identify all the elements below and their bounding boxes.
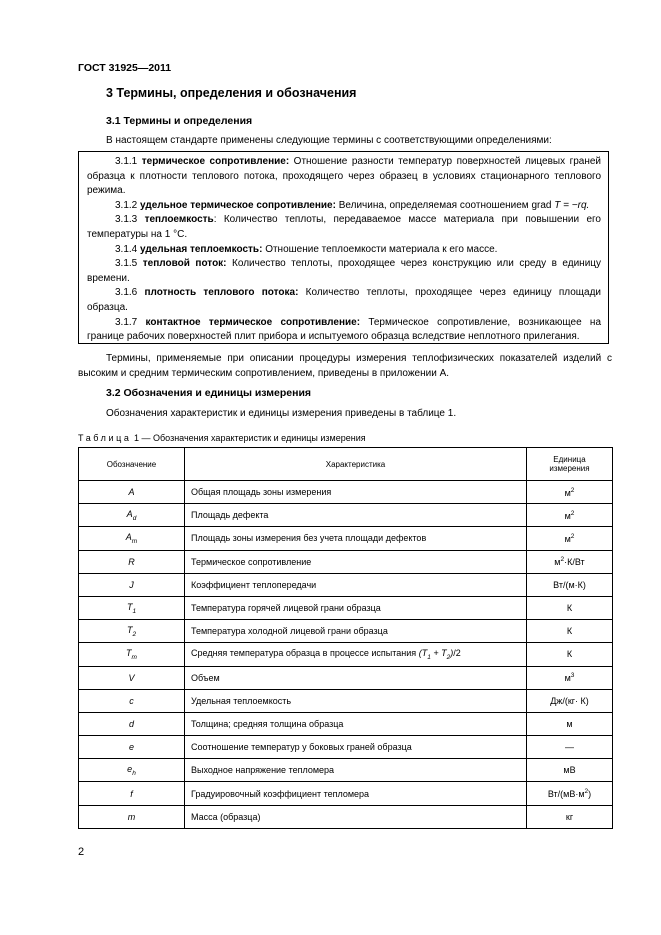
symbol-letter: c <box>129 695 134 706</box>
table-row <box>79 666 613 689</box>
symbol-subscript: 1 <box>132 607 137 615</box>
characteristic-text: Термическое сопротивление <box>191 556 312 567</box>
definition-number: 3.1.1 <box>115 156 138 167</box>
cell-unit <box>527 573 613 596</box>
header-symbol: Обозначение <box>79 448 185 481</box>
cell-symbol <box>79 643 185 666</box>
definition-term: удельное термическое сопротивление: <box>140 199 336 211</box>
definition-term: теплоемкость <box>144 214 214 226</box>
cell-unit <box>527 759 613 782</box>
cell-symbol <box>79 527 185 550</box>
cell-unit <box>527 620 613 643</box>
characteristic-text: Температура холодной лицевой грани образца <box>191 626 388 637</box>
cell-characteristic <box>185 712 527 735</box>
characteristic-text: Выходное напряжение тепломера <box>191 765 335 776</box>
unit-text: м <box>564 673 571 684</box>
symbol-letter: T <box>126 624 133 635</box>
unit-superscript: 3 <box>570 672 575 680</box>
table-row <box>79 759 613 782</box>
characteristic-text: Общая площадь зоны измерения <box>191 487 332 498</box>
symbol-letter: A <box>125 532 132 543</box>
symbol-subscript: h <box>132 769 136 777</box>
table-row <box>79 736 613 759</box>
symbol-letter: R <box>128 556 135 567</box>
characteristic-text: Объем <box>191 672 220 683</box>
cell-unit <box>527 805 613 828</box>
page-number: 2 <box>78 846 85 858</box>
definition-text: Отношение теплоемкости материала к его массе. <box>265 243 498 255</box>
cell-unit <box>527 712 613 735</box>
subsection-title-terms: 3.1 Термины и определения <box>106 115 253 127</box>
unit-text: м <box>566 718 573 729</box>
cell-unit <box>527 782 613 805</box>
symbol-subscript: m <box>131 537 138 545</box>
table-row <box>79 527 613 550</box>
symbol-letter: V <box>128 672 135 683</box>
table-row <box>79 620 613 643</box>
unit-text: м <box>564 533 571 544</box>
table-row <box>79 643 613 666</box>
cell-characteristic <box>185 689 527 712</box>
formula-grad: grad <box>531 199 552 211</box>
header-unit: Единица измерения <box>527 448 613 481</box>
unit-superscript: 2 <box>570 509 575 517</box>
definition-text: Количество теплоты, проходящее через конструкцию или среду в единицу времени. <box>87 258 602 284</box>
unit-text: — <box>565 742 574 753</box>
after-definitions-text: Термины, применяемые при описании процедуры измерения теплофизических показателей изделий с высоким и средним термическим сопротивлением, приведены в приложении А. <box>78 353 612 379</box>
definition-term: плотность теплового потока: <box>144 287 299 299</box>
after-definitions-paragraph <box>78 351 612 381</box>
cell-characteristic <box>185 596 527 619</box>
unit-text: мВ <box>563 765 576 776</box>
cell-characteristic <box>185 527 527 550</box>
definition-number: 3.1.3 <box>115 214 138 226</box>
unit-text: К <box>566 649 573 660</box>
characteristic-text: Толщина; средняя толщина образца <box>191 718 344 729</box>
symbols-paragraph <box>78 406 612 421</box>
definition-text: Отношение разности температур поверхностей лицевых граней образца к плотности теплового потока, проходящего через образец в условиях стационарного теплового режима. <box>87 156 602 197</box>
cell-symbol <box>79 712 185 735</box>
cell-unit <box>527 643 613 666</box>
tm-formula: $(T_1 + T_2)/2$ <box>418 648 461 661</box>
intro-text: В настоящем стандарте применены следующие термины с соответствующими определениями: <box>106 135 552 146</box>
cell-characteristic <box>185 573 527 596</box>
unit-text: К <box>566 603 573 614</box>
table-header-row <box>79 448 613 481</box>
unit-text: К <box>566 626 573 637</box>
table-row <box>79 550 613 573</box>
definition-number: 3.1.7 <box>115 316 138 328</box>
definition-text: : Количество теплоты, передаваемое массе материала при повышении его температуры на 1 °С. <box>87 214 601 240</box>
cell-unit <box>527 504 613 527</box>
symbol-letter: e <box>128 742 134 753</box>
unit-text: Вт/(м·К) <box>553 579 586 590</box>
cell-characteristic <box>185 736 527 759</box>
cell-characteristic <box>185 620 527 643</box>
cell-characteristic <box>185 504 527 527</box>
table-caption <box>78 433 366 443</box>
symbol-letter: f <box>130 788 133 799</box>
cell-symbol <box>79 759 185 782</box>
characteristic-text: Площадь дефекта <box>191 510 269 521</box>
cell-unit <box>527 666 613 689</box>
unit-text: м <box>564 510 571 521</box>
definition-term: контактное термическое сопротивление: <box>145 316 361 328</box>
definition-item <box>87 243 601 258</box>
unit-text: кг <box>565 811 574 822</box>
definition-item <box>87 199 601 214</box>
characteristic-text: Масса (образца) <box>191 811 261 822</box>
definition-text: Величина, определяемая соотношением <box>338 199 529 211</box>
definition-term: тепловой поток: <box>142 258 227 270</box>
cell-symbol <box>79 620 185 643</box>
table-row <box>79 782 613 805</box>
unit-tail: ) <box>588 789 592 800</box>
symbols-text: Обозначения характеристик и единицы измерения приведены в таблице 1. <box>106 408 457 419</box>
symbol-letter: T <box>126 601 133 612</box>
table-row <box>79 481 613 504</box>
cell-unit <box>527 481 613 504</box>
unit-superscript: 2 <box>560 556 565 564</box>
cell-characteristic <box>185 805 527 828</box>
unit-text: Дж/(кг· К) <box>550 695 589 706</box>
document-code: ГОСТ 31925—2011 <box>78 62 172 74</box>
table-row <box>79 689 613 712</box>
header-characteristic: Характеристика <box>185 448 527 481</box>
table-row <box>79 504 613 527</box>
cell-symbol <box>79 805 185 828</box>
cell-symbol <box>79 736 185 759</box>
symbol-letter: A <box>126 508 133 519</box>
unit-text: Вт/(мВ·м <box>547 789 585 800</box>
cell-unit <box>527 527 613 550</box>
symbols-table <box>78 447 613 829</box>
symbol-letter: T <box>126 648 132 658</box>
definition-item <box>87 155 601 199</box>
symbol-subscript: d <box>132 514 137 522</box>
characteristic-text: Температура горячей лицевой грани образца <box>191 603 381 614</box>
section-title: 3 Термины, определения и обозначения <box>106 86 357 100</box>
cell-characteristic <box>185 666 527 689</box>
table-row <box>79 805 613 828</box>
cell-characteristic <box>185 550 527 573</box>
characteristic-text: Площадь зоны измерения без учета площади дефектов <box>191 533 427 544</box>
characteristic-text: Соотношение температур у боковых граней образца <box>191 742 412 753</box>
cell-unit <box>527 736 613 759</box>
symbol-letter: d <box>128 718 134 729</box>
unit-superscript: 2 <box>570 486 575 494</box>
definition-text: Количество теплоты, проходящее через единицу площади образца. <box>87 287 601 313</box>
characteristic-text: Градуировочный коэффициент тепломера <box>191 788 370 799</box>
definition-number: 3.1.5 <box>115 258 138 270</box>
characteristic-text: Средняя температура образца в процессе испытания <box>191 648 417 658</box>
characteristic-text: Удельная теплоемкость <box>191 695 292 706</box>
table-caption-label: Таблица <box>78 433 132 443</box>
unit-text: м <box>564 487 571 498</box>
cell-characteristic <box>185 782 527 805</box>
cell-symbol <box>79 666 185 689</box>
symbol-letter: m <box>127 811 136 822</box>
symbol-letter: A <box>128 487 135 498</box>
cell-symbol <box>79 689 185 712</box>
cell-symbol <box>79 504 185 527</box>
unit-superscript: 2 <box>570 532 575 540</box>
definition-number: 3.1.4 <box>115 243 138 255</box>
symbol-subscript: 2 <box>132 630 137 638</box>
definition-term: термическое сопротивление: <box>141 156 290 167</box>
definition-number: 3.1.2 <box>115 199 138 211</box>
cell-symbol <box>79 782 185 805</box>
cell-unit <box>527 689 613 712</box>
symbol-subscript: m <box>131 653 137 661</box>
cell-unit <box>527 550 613 573</box>
unit-superscript: 2 <box>584 788 589 796</box>
unit-text: м <box>554 557 561 568</box>
definition-text: Термическое сопротивление, возникающее на границе рабочих поверхностей плит прибора и испытуемого образца вследствие неплотного прилегания. <box>87 316 602 343</box>
cell-characteristic <box>185 759 527 782</box>
definition-number: 3.1.6 <box>115 287 138 299</box>
definition-term: удельная теплоемкость: <box>140 243 263 255</box>
subsection-title-symbols: 3.2 Обозначения и единицы измерения <box>106 387 312 399</box>
cell-unit <box>527 596 613 619</box>
cell-symbol <box>79 481 185 504</box>
cell-symbol <box>79 550 185 573</box>
definition-item <box>87 213 601 242</box>
definition-item <box>87 316 601 345</box>
definitions-box <box>78 151 609 344</box>
symbol-letter: e <box>127 763 133 774</box>
table-row <box>79 712 613 735</box>
table-caption-text: 1 — Обозначения характеристик и единицы измерения <box>131 433 366 443</box>
unit-tail: ·К/Вт <box>564 557 585 568</box>
cell-characteristic <box>185 481 527 504</box>
table-row <box>79 596 613 619</box>
definition-item <box>87 286 601 315</box>
characteristic-text: Коэффициент теплопередачи <box>191 579 317 590</box>
intro-paragraph <box>78 133 612 148</box>
symbol-letter: J <box>129 579 134 590</box>
cell-characteristic <box>185 643 527 666</box>
cell-symbol <box>79 573 185 596</box>
table-row <box>79 573 613 596</box>
definition-item <box>87 257 601 286</box>
formula-text: T = −rq. <box>554 199 590 211</box>
cell-symbol <box>79 596 185 619</box>
